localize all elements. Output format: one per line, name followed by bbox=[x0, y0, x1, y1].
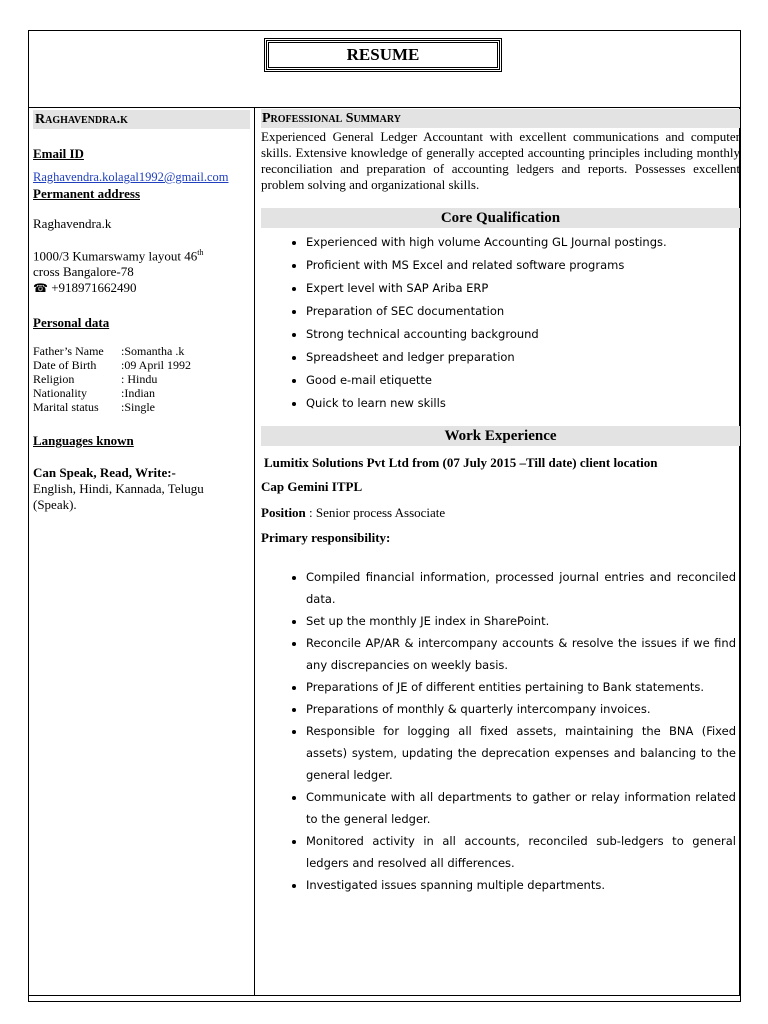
column-divider bbox=[254, 108, 255, 996]
summary-text: Experienced General Ledger Accountant with excellent communications and computer skills. Extensive knowledge of generally accepted accounting principles including monthly reconciliation and preparation of accounting ledgers and reports. Possesses excellent problem solving and organizational skills. bbox=[261, 129, 740, 192]
resume-title: RESUME bbox=[266, 40, 500, 70]
summary-heading: Professional Summary bbox=[261, 109, 740, 128]
languages-list: English, Hindi, Kannada, Telugu (Speak). bbox=[33, 481, 204, 513]
list-item: • Monitored activity in all accounts, reconciled sub-ledgers to general ledgers and resolved all differences. bbox=[306, 830, 736, 874]
list-item: • Preparation of SEC documentation bbox=[306, 300, 740, 323]
personal-data-heading: Personal data bbox=[33, 315, 110, 331]
personal-label: Nationality bbox=[33, 386, 87, 401]
list-item: • Expert level with SAP Ariba ERP bbox=[306, 277, 740, 300]
address-name: Raghavendra.k bbox=[33, 216, 112, 231]
list-item: • Compiled financial information, processed journal entries and reconciled data. bbox=[306, 566, 736, 610]
personal-value: :Indian bbox=[121, 386, 155, 401]
core-qualification-list bbox=[261, 231, 740, 415]
list-item: • Quick to learn new skills bbox=[306, 392, 740, 415]
personal-label: Date of Birth bbox=[33, 358, 97, 373]
personal-row bbox=[33, 372, 191, 386]
list-item: • Reconcile AP/AR & intercompany accounts & resolve the issues if we find any discrepancies on weekly basis. bbox=[306, 632, 736, 676]
left-column bbox=[33, 110, 250, 513]
personal-value: :Single bbox=[121, 400, 156, 415]
personal-value: :09 April 1992 bbox=[121, 358, 192, 373]
address-superscript: th bbox=[197, 248, 204, 257]
phone-number: +918971662490 bbox=[51, 280, 137, 296]
list-item: • Experienced with high volume Accounting GL Journal postings. bbox=[306, 231, 740, 254]
personal-row bbox=[33, 386, 191, 400]
core-qualification-heading: Core Qualification bbox=[261, 208, 740, 228]
personal-label: Marital status bbox=[33, 400, 99, 415]
phone-icon: ☎ bbox=[33, 281, 48, 296]
responsibility-list bbox=[261, 566, 740, 896]
personal-value: : Hindu bbox=[121, 372, 158, 387]
languages-heading: Languages known bbox=[33, 433, 134, 449]
list-item: • Responsible for logging all fixed assets, maintaining the BNA (Fixed assets) system, updating the deprecation expenses and balancing to the general ledger. bbox=[306, 720, 736, 786]
footer-divider bbox=[28, 995, 741, 996]
address-heading: Permanent address bbox=[33, 186, 141, 201]
right-column bbox=[261, 107, 740, 896]
personal-label: Father’s Name bbox=[33, 344, 104, 359]
email-link[interactable]: Raghavendra.kolagal1992@gmail.com bbox=[33, 170, 229, 184]
candidate-name: Raghavendra.k bbox=[33, 110, 250, 129]
list-item: • Set up the monthly JE index in SharePoint. bbox=[306, 610, 736, 632]
personal-value: :Somantha .k bbox=[121, 344, 185, 359]
primary-responsibility-heading: Primary responsibility: bbox=[261, 530, 391, 545]
position-value: : Senior process Associate bbox=[305, 505, 446, 520]
list-item: • Proficient with MS Excel and related software programs bbox=[306, 254, 740, 277]
work-experience-heading: Work Experience bbox=[261, 426, 740, 446]
personal-label: Religion bbox=[33, 372, 75, 387]
address-block bbox=[33, 245, 250, 296]
list-item: • Preparations of monthly & quarterly intercompany invoices. bbox=[306, 698, 736, 720]
list-item: • Strong technical accounting background bbox=[306, 323, 740, 346]
personal-row bbox=[33, 344, 191, 358]
client-line: Cap Gemini ITPL bbox=[261, 479, 363, 494]
list-item: • Communicate with all departments to gather or relay information related to the general ledger. bbox=[306, 786, 736, 830]
personal-row bbox=[33, 358, 191, 372]
company-line: Lumitix Solutions Pvt Ltd from (07 July 2015 –Till date) client location bbox=[264, 455, 658, 470]
languages-subheading: Can Speak, Read, Write:- bbox=[33, 465, 176, 481]
list-item: • Spreadsheet and ledger preparation bbox=[306, 346, 740, 369]
list-item: • Investigated issues spanning multiple departments. bbox=[306, 874, 736, 896]
address-line2: cross Bangalore-78 bbox=[33, 264, 134, 280]
position-line bbox=[261, 505, 740, 521]
address-line1: 1000/3 Kumarswamy layout 46 bbox=[33, 248, 198, 264]
position-label: Position bbox=[261, 505, 306, 520]
list-item: • Good e-mail etiquette bbox=[306, 369, 740, 392]
personal-row bbox=[33, 400, 191, 414]
list-item: • Preparations of JE of different entities pertaining to Bank statements. bbox=[306, 676, 736, 698]
email-heading: Email ID bbox=[33, 146, 84, 161]
personal-data-table bbox=[33, 344, 191, 414]
